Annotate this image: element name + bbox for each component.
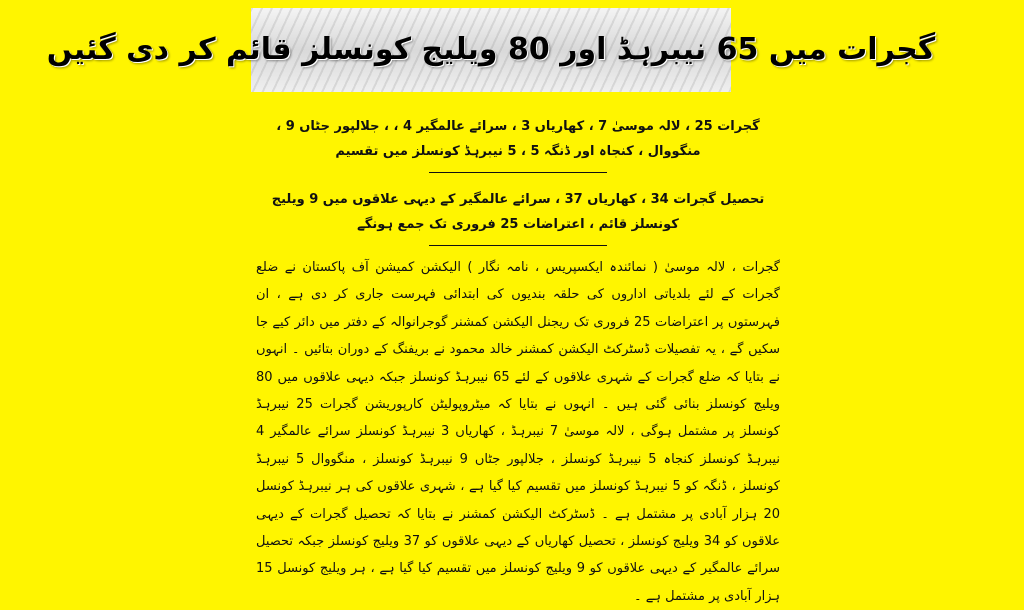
sub-headline-1: گجرات 25 ، لالہ موسیٰ 7 ، کھاریاں 3 ، سرائے عالمگیر 4 ، ، جلالپور جٹاں 9 ، منگووال ، کنجاہ اور ڈنگہ 5 ، 5 نیبرہڈ کونسلز میں تقسیم bbox=[276, 119, 760, 159]
banner-title: گجرات میں 65 نیبرہڈ اور 80 ویلیج کونسلز قائم کر دی گئیں bbox=[46, 32, 936, 68]
news-article bbox=[250, 100, 786, 610]
sub-headline-2: تحصیل گجرات 34 ، کھاریاں 37 ، سرائے عالمگیر کے دیہی علاقوں میں 9 ویلیج کونسلز قائم ، اعتراضات 25 فروری تک جمع ہونگے bbox=[271, 192, 765, 232]
headline-banner bbox=[46, 8, 936, 92]
divider-line bbox=[429, 245, 607, 246]
divider-line bbox=[429, 172, 607, 173]
article-body: گجرات ، لالہ موسیٰ ( نمائندہ ایکسپریس ، نامہ نگار ) الیکشن کمیشن آف پاکستان نے ضلع گجرات کے لئے بلدیاتی اداروں کی حلقہ بندیوں کی ابتدائی فہرست جاری کر دی ہے ، ان فہرستوں پر اعتراضات 25 فروری تک ریجنل الیکشن کمشنر گوجرانوالہ کے دفتر میں دائر کیے جا سکیں گے ، یہ تفصیلات ڈسٹرکٹ الیکشن کمشنر خالد محمود نے بریفنگ کے دوران بتائیں ۔ انہوں نے بتایا کہ ضلع گجرات کے شہری علاقوں کے لئے 65 نیبرہڈ کونسلز جبکہ دیہی علاقوں میں 80 ویلیج کونسلز بنائی گئی ہیں ۔ انہوں نے بتایا کہ میٹروپولیٹن کارپوریشن گجرات 25 نیبرہڈ کونسلز پر مشتمل ہوگی ، لالہ موسیٰ 7 نیبرہڈ ، کھاریاں 3 نیبرہڈ کونسلز سرائے عالمگیر 4 نیبرہڈ کونسلز کنجاہ 5 نیبرہڈ کونسلز ، جلالپور جٹاں 9 نیبرہڈ کونسلز ، منگووال 5 نیبرہڈ کونسلز ، ڈنگہ کو 5 نیبرہڈ کونسلز میں تقسیم کیا گیا ہے ، شہری علاقوں کی ہر نیبرہڈ کونسل 20 ہزار آبادی پر مشتمل ہے ۔ ڈسٹرکٹ الیکشن کمشنر نے بتایا کہ تحصیل گجرات کے دیہی علاقوں کو 34 ویلیج کونسلز ، تحصیل کھاریاں کے دیہی علاقوں کو 37 ویلیج کونسلز جبکہ تحصیل سرائے عالمگیر کے دیہی علاقوں کو 9 ویلیج کونسلز میں تقسیم کیا گیا ہے ، ہر ویلیج کونسل 15 ہزار آبادی پر مشتمل ہے ۔ bbox=[256, 260, 781, 604]
